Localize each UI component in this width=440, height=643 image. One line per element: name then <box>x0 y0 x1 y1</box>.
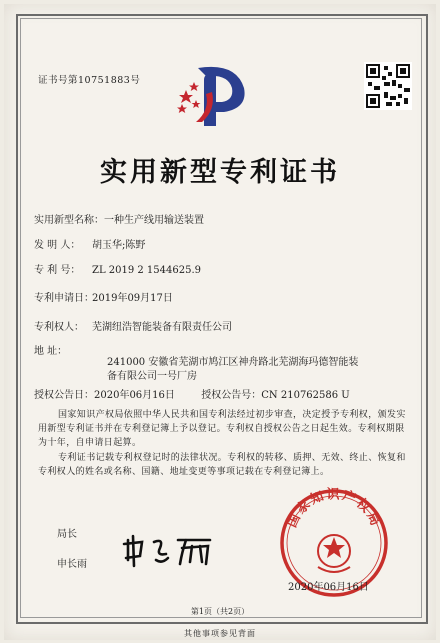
grant-row <box>34 386 350 401</box>
director-name: 申长雨 <box>57 559 87 570</box>
address-row <box>34 342 92 357</box>
grant-date-value: 2020年06月16日 <box>94 390 175 401</box>
patentee-row <box>34 318 232 333</box>
filing-date-row <box>34 289 173 304</box>
grant-number-label: 授权公告号： <box>201 390 262 401</box>
legal-status-paragraph: 专利证书记载专利权登记时的法律状况。专利权的转移、质押、无效、终止、恢复和专利权人的姓名或名称、国籍、地址变更等事项记载在专利登记簿上。 <box>38 453 406 477</box>
patent-number-row <box>34 261 201 276</box>
filing-date-value: 2019年09月17日 <box>92 293 173 304</box>
certificate-number: 证书号第10751883号 <box>38 75 141 86</box>
seal-date: 2020年06月16日 <box>288 582 369 593</box>
grant-number-value: CN 210762586 U <box>261 390 350 401</box>
cnipa-logo-icon <box>176 60 250 128</box>
name-value: 一种生产线用输送装置 <box>104 215 204 226</box>
seal-arc-text: 国家知识产权局 <box>284 487 384 530</box>
footer-note: 其他事项参见背面 <box>184 629 256 638</box>
utility-model-name-row <box>34 211 204 226</box>
patentee-value: 芜湖纽浩智能装备有限责任公司 <box>92 322 232 333</box>
page-indicator: 第1页（共2页） <box>190 607 250 616</box>
svg-text:国家知识产权局 <box>284 487 384 530</box>
address-line-1: 241000 安徽省芜湖市鸠江区神舟路北芜湖海玛德智能装 <box>107 357 359 368</box>
address-line-2: 备有限公司一号厂房 <box>107 371 197 382</box>
patent-number-label: 专 利 号： <box>34 265 81 276</box>
name-label: 实用新型名称： <box>34 215 104 226</box>
patent-number-value: ZL 2019 2 1544625.9 <box>92 265 202 276</box>
patentee-label: 专利权人： <box>34 322 84 333</box>
grant-date-label: 授权公告日： <box>34 390 94 401</box>
grant-statement-paragraph: 国家知识产权局依照中华人民共和国专利法经过初步审查，决定授予专利权，颁发实用新型专利证书并在专利登记簿上予以登记。专利权自授权公告之日起生效。专利权期限为十年，自申请日起算。 <box>38 410 406 448</box>
inventor-value: 胡玉华;陈野 <box>92 240 146 251</box>
director-title: 局长 <box>57 529 77 540</box>
inventor-label: 发 明 人： <box>34 240 81 251</box>
inventor-row <box>34 236 145 251</box>
certificate-title: 实用新型专利证书 <box>100 157 340 188</box>
filing-date-label: 专利申请日： <box>34 293 94 304</box>
director-signature-icon <box>120 530 220 570</box>
qr-code-icon <box>364 62 412 110</box>
address-label: 地 址： <box>34 346 68 357</box>
